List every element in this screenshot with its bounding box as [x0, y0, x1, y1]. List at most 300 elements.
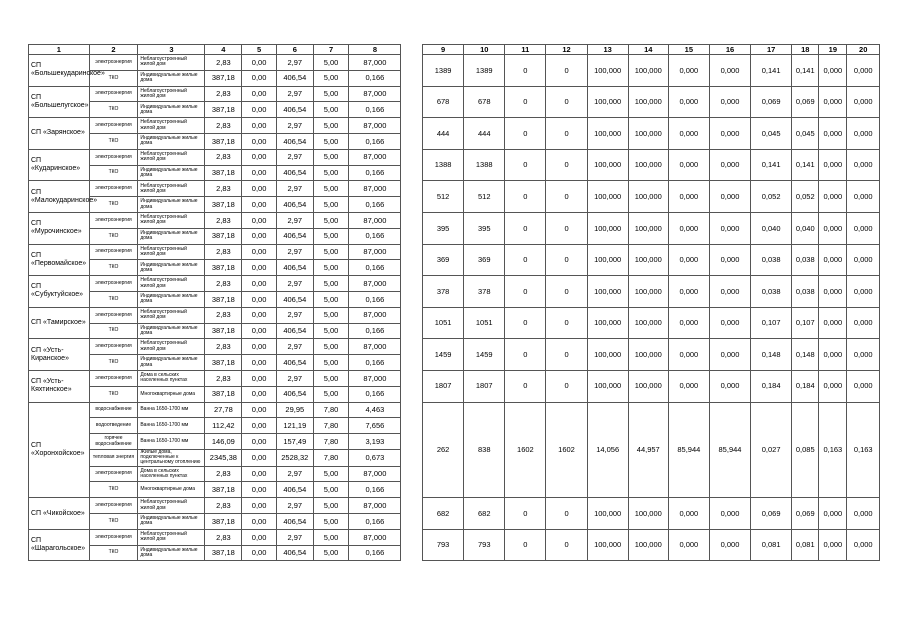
settlement-indicator: 0,141	[751, 55, 792, 87]
column-number-header: 3	[138, 45, 205, 55]
tariff-change: 0,00	[242, 339, 277, 355]
settlement-indicator: 0,000	[819, 244, 847, 276]
consumer-category: Неблагоустроенный жилой дом	[138, 86, 205, 102]
growth-index: 5,00	[313, 181, 349, 197]
settlement-indicator: 100,000	[587, 118, 628, 150]
settlement-indicator: 0,000	[709, 181, 750, 213]
consumption-norm: 0,166	[349, 197, 401, 213]
tariff-table	[28, 44, 880, 561]
new-tariff-value: 157,49	[276, 434, 313, 450]
settlement-indicator: 0,069	[792, 498, 819, 530]
settlement-indicator: 100,000	[587, 276, 628, 308]
settlement-indicator: 0,000	[668, 529, 709, 561]
settlement-indicator: 0,000	[819, 339, 847, 371]
tariff-change: 0,00	[242, 514, 277, 530]
spacer-cell	[401, 307, 423, 339]
tariff-value: 2,83	[205, 307, 242, 323]
consumption-norm: 87,000	[349, 307, 401, 323]
settlement-indicator: 0,141	[751, 149, 792, 181]
resource-type: водоотведение	[89, 418, 138, 434]
growth-index: 5,00	[313, 118, 349, 134]
settlement-indicator: 0	[505, 307, 546, 339]
consumption-norm: 87,000	[349, 212, 401, 228]
resource-type: электроэнергия	[89, 307, 138, 323]
settlement-indicator: 0,000	[819, 212, 847, 244]
consumer-category: Неблагоустроенный жилой дом	[138, 529, 205, 545]
growth-index: 7,80	[313, 418, 349, 434]
new-tariff-value: 406,54	[276, 355, 313, 371]
new-tariff-value: 2,97	[276, 370, 313, 386]
consumer-category: Неблагоустроенный жилой дом	[138, 181, 205, 197]
settlement-indicator: 0,000	[709, 86, 750, 118]
consumption-norm: 87,000	[349, 498, 401, 514]
resource-type: электроэнергия	[89, 55, 138, 71]
tariff-value: 146,09	[205, 434, 242, 450]
consumer-category: Индивидуальные жилые дома	[138, 545, 205, 561]
table-row	[29, 370, 880, 386]
resource-type: электроэнергия	[89, 498, 138, 514]
settlement-indicator: 0,038	[751, 276, 792, 308]
resource-type: электроэнергия	[89, 212, 138, 228]
table-row	[29, 529, 880, 545]
consumer-category: Индивидуальные жилые дома	[138, 197, 205, 213]
resource-type: ТКО	[89, 133, 138, 149]
settlement-indicator: 838	[464, 402, 505, 498]
settlement-indicator: 1807	[423, 370, 464, 402]
tariff-value: 2,83	[205, 339, 242, 355]
column-number-header: 8	[349, 45, 401, 55]
settlement-indicator: 0,000	[819, 370, 847, 402]
consumption-norm: 87,000	[349, 149, 401, 165]
consumer-category: Неблагоустроенный жилой дом	[138, 307, 205, 323]
growth-index: 5,00	[313, 498, 349, 514]
settlement-name: СП «Большелугское»	[29, 86, 90, 118]
tariff-change: 0,00	[242, 133, 277, 149]
settlement-indicator: 0	[546, 55, 587, 87]
settlement-indicator: 0,027	[751, 402, 792, 498]
spacer-cell	[401, 149, 423, 181]
consumer-category: Неблагоустроенный жилой дом	[138, 244, 205, 260]
settlement-indicator: 0,000	[819, 149, 847, 181]
settlement-indicator: 0,040	[751, 212, 792, 244]
growth-index: 5,00	[313, 466, 349, 482]
settlement-indicator: 0,085	[792, 402, 819, 498]
spacer-cell	[401, 370, 423, 402]
settlement-indicator: 100,000	[587, 181, 628, 213]
tariff-change: 0,00	[242, 197, 277, 213]
settlement-indicator: 0,000	[709, 339, 750, 371]
spacer-cell	[401, 118, 423, 150]
tariff-value: 2,83	[205, 370, 242, 386]
settlement-indicator: 0,040	[792, 212, 819, 244]
consumer-category: Неблагоустроенный жилой дом	[138, 55, 205, 71]
resource-type: электроэнергия	[89, 466, 138, 482]
growth-index: 5,00	[313, 212, 349, 228]
settlement-indicator: 0,000	[847, 276, 880, 308]
tariff-change: 0,00	[242, 466, 277, 482]
settlement-indicator: 100,000	[628, 370, 668, 402]
table-row	[29, 55, 880, 71]
consumption-norm: 0,166	[349, 70, 401, 86]
consumer-category: Дома в сельских населенных пунктах	[138, 370, 205, 386]
new-tariff-value: 406,54	[276, 228, 313, 244]
growth-index: 5,00	[313, 514, 349, 530]
settlement-indicator: 0,038	[792, 244, 819, 276]
column-number-header: 20	[847, 45, 880, 55]
consumption-norm: 87,000	[349, 529, 401, 545]
table-body	[29, 55, 880, 561]
table-row	[29, 181, 880, 197]
settlement-indicator: 0,000	[709, 118, 750, 150]
tariff-value: 2,83	[205, 466, 242, 482]
settlement-indicator: 100,000	[587, 339, 628, 371]
settlement-indicator: 14,056	[587, 402, 628, 498]
settlement-indicator: 100,000	[628, 149, 668, 181]
settlement-indicator: 0,000	[847, 307, 880, 339]
consumption-norm: 0,166	[349, 228, 401, 244]
resource-type: ТКО	[89, 291, 138, 307]
tariff-change: 0,00	[242, 86, 277, 102]
settlement-indicator: 0	[505, 244, 546, 276]
spacer-cell	[401, 212, 423, 244]
consumer-category: Индивидуальные жилые дома	[138, 228, 205, 244]
settlement-indicator: 0,000	[668, 370, 709, 402]
growth-index: 5,00	[313, 149, 349, 165]
settlement-indicator: 0	[546, 244, 587, 276]
tariff-value: 387,18	[205, 482, 242, 498]
consumption-norm: 0,166	[349, 482, 401, 498]
settlement-indicator: 100,000	[587, 307, 628, 339]
tariff-change: 0,00	[242, 181, 277, 197]
settlement-name: СП «Малокударинское»	[29, 181, 90, 213]
settlement-indicator: 0,163	[819, 402, 847, 498]
settlement-indicator: 395	[423, 212, 464, 244]
growth-index: 5,00	[313, 228, 349, 244]
resource-type: ТКО	[89, 197, 138, 213]
consumer-category: Ванна 1650-1700 мм	[138, 434, 205, 450]
resource-type: ТКО	[89, 514, 138, 530]
settlement-name: СП «Кударинское»	[29, 149, 90, 181]
consumer-category: Индивидуальные жилые дома	[138, 355, 205, 371]
column-number-header: 16	[709, 45, 750, 55]
settlement-indicator: 512	[423, 181, 464, 213]
settlement-indicator: 0,000	[709, 498, 750, 530]
consumer-category: Неблагоустроенный жилой дом	[138, 212, 205, 228]
new-tariff-value: 406,54	[276, 165, 313, 181]
tariff-change: 0,00	[242, 529, 277, 545]
new-tariff-value: 2,97	[276, 276, 313, 292]
settlement-indicator: 0,000	[847, 181, 880, 213]
settlement-indicator: 0	[546, 118, 587, 150]
tariff-value: 387,18	[205, 70, 242, 86]
growth-index: 5,00	[313, 244, 349, 260]
new-tariff-value: 406,54	[276, 133, 313, 149]
settlement-indicator: 0	[546, 149, 587, 181]
settlement-indicator: 1807	[464, 370, 505, 402]
consumption-norm: 87,000	[349, 181, 401, 197]
settlement-indicator: 1602	[505, 402, 546, 498]
consumer-category: Индивидуальные жилые дома	[138, 260, 205, 276]
tariff-change: 0,00	[242, 449, 277, 466]
settlement-indicator: 0,000	[709, 529, 750, 561]
settlement-indicator: 0,000	[668, 149, 709, 181]
new-tariff-value: 121,19	[276, 418, 313, 434]
tariff-value: 387,18	[205, 228, 242, 244]
settlement-indicator: 444	[423, 118, 464, 150]
table-row	[29, 276, 880, 292]
consumer-category: Индивидуальные жилые дома	[138, 514, 205, 530]
consumption-norm: 87,000	[349, 276, 401, 292]
column-number-header: 5	[242, 45, 277, 55]
new-tariff-value: 406,54	[276, 386, 313, 402]
tariff-value: 2,83	[205, 529, 242, 545]
settlement-indicator: 395	[464, 212, 505, 244]
settlement-indicator: 378	[464, 276, 505, 308]
resource-type: ТКО	[89, 165, 138, 181]
tariff-change: 0,00	[242, 482, 277, 498]
table-header	[29, 45, 880, 55]
settlement-indicator: 0	[546, 498, 587, 530]
consumption-norm: 87,000	[349, 118, 401, 134]
settlement-indicator: 0,000	[668, 244, 709, 276]
growth-index: 7,80	[313, 402, 349, 418]
consumption-norm: 87,000	[349, 339, 401, 355]
consumption-norm: 0,673	[349, 449, 401, 466]
settlement-indicator: 0,141	[792, 55, 819, 87]
settlement-indicator: 0,000	[709, 244, 750, 276]
consumer-category: Индивидуальные жилые дома	[138, 165, 205, 181]
consumption-norm: 0,166	[349, 323, 401, 339]
growth-index: 5,00	[313, 355, 349, 371]
tariff-change: 0,00	[242, 55, 277, 71]
tariff-value: 2,83	[205, 498, 242, 514]
column-number-header: 10	[464, 45, 505, 55]
settlement-name: СП «Тамирское»	[29, 307, 90, 339]
table-row	[29, 244, 880, 260]
settlement-indicator: 1389	[464, 55, 505, 87]
settlement-indicator: 0	[505, 370, 546, 402]
new-tariff-value: 2,97	[276, 149, 313, 165]
settlement-indicator: 100,000	[587, 498, 628, 530]
settlement-indicator: 0,081	[792, 529, 819, 561]
settlement-indicator: 1602	[546, 402, 587, 498]
settlement-indicator: 0,000	[709, 276, 750, 308]
settlement-indicator: 0,000	[847, 118, 880, 150]
column-number-header: 17	[751, 45, 792, 55]
consumer-category: Ванна 1650-1700 мм	[138, 418, 205, 434]
tariff-value: 387,18	[205, 386, 242, 402]
consumption-norm: 0,166	[349, 291, 401, 307]
tariff-change: 0,00	[242, 276, 277, 292]
tariff-value: 387,18	[205, 165, 242, 181]
settlement-indicator: 512	[464, 181, 505, 213]
growth-index: 5,00	[313, 55, 349, 71]
consumption-norm: 0,166	[349, 386, 401, 402]
tariff-value: 387,18	[205, 514, 242, 530]
tariff-change: 0,00	[242, 355, 277, 371]
settlement-indicator: 0,000	[709, 55, 750, 87]
settlement-indicator: 0,038	[792, 276, 819, 308]
column-number-header: 19	[819, 45, 847, 55]
table-row	[29, 118, 880, 134]
table-row	[29, 86, 880, 102]
consumer-category: Жилые дома, подключенные к центральному отоплению	[138, 449, 205, 466]
settlement-indicator: 0,045	[751, 118, 792, 150]
tariff-change: 0,00	[242, 118, 277, 134]
tariff-value: 2,83	[205, 86, 242, 102]
growth-index: 5,00	[313, 307, 349, 323]
growth-index: 5,00	[313, 86, 349, 102]
new-tariff-value: 2,97	[276, 466, 313, 482]
table-row	[29, 307, 880, 323]
settlement-indicator: 0,000	[709, 307, 750, 339]
column-number-header: 11	[505, 45, 546, 55]
settlement-indicator: 0,000	[847, 244, 880, 276]
resource-type: ТКО	[89, 228, 138, 244]
settlement-indicator: 100,000	[628, 55, 668, 87]
settlement-indicator: 100,000	[587, 529, 628, 561]
resource-type: горячее водоснабжение	[89, 434, 138, 450]
settlement-indicator: 0,000	[847, 370, 880, 402]
resource-type: электроэнергия	[89, 118, 138, 134]
resource-type: ТКО	[89, 355, 138, 371]
new-tariff-value: 2,97	[276, 498, 313, 514]
tariff-value: 2345,38	[205, 449, 242, 466]
consumption-norm: 0,166	[349, 133, 401, 149]
settlement-indicator: 0,000	[668, 498, 709, 530]
new-tariff-value: 2528,32	[276, 449, 313, 466]
settlement-indicator: 678	[464, 86, 505, 118]
spacer-cell	[401, 402, 423, 498]
tariff-change: 0,00	[242, 149, 277, 165]
growth-index: 7,80	[313, 434, 349, 450]
growth-index: 5,00	[313, 529, 349, 545]
resource-type: ТКО	[89, 70, 138, 86]
settlement-indicator: 0	[546, 529, 587, 561]
resource-type: электроэнергия	[89, 244, 138, 260]
new-tariff-value: 2,97	[276, 212, 313, 228]
settlement-indicator: 0,184	[792, 370, 819, 402]
new-tariff-value: 2,97	[276, 181, 313, 197]
settlement-indicator: 0,000	[709, 149, 750, 181]
tariff-change: 0,00	[242, 545, 277, 561]
settlement-indicator: 0,000	[819, 529, 847, 561]
settlement-indicator: 0,000	[668, 339, 709, 371]
tariff-value: 387,18	[205, 260, 242, 276]
settlement-indicator: 100,000	[628, 529, 668, 561]
growth-index: 5,00	[313, 197, 349, 213]
resource-type: электроэнергия	[89, 370, 138, 386]
tariff-value: 387,18	[205, 102, 242, 118]
settlement-indicator: 0,000	[819, 181, 847, 213]
consumption-norm: 87,000	[349, 55, 401, 71]
new-tariff-value: 406,54	[276, 102, 313, 118]
growth-index: 5,00	[313, 133, 349, 149]
settlement-indicator: 369	[423, 244, 464, 276]
settlement-indicator: 1388	[423, 149, 464, 181]
settlement-indicator: 0,000	[847, 86, 880, 118]
resource-type: электроэнергия	[89, 276, 138, 292]
settlement-name: СП «Субуктуйское»	[29, 276, 90, 308]
new-tariff-value: 2,97	[276, 529, 313, 545]
settlement-indicator: 0,000	[847, 498, 880, 530]
settlement-indicator: 1459	[423, 339, 464, 371]
settlement-indicator: 0,000	[847, 212, 880, 244]
resource-type: электроэнергия	[89, 529, 138, 545]
consumer-category: Неблагоустроенный жилой дом	[138, 498, 205, 514]
settlement-indicator: 0,000	[847, 55, 880, 87]
tariff-change: 0,00	[242, 402, 277, 418]
new-tariff-value: 406,54	[276, 197, 313, 213]
settlement-name: СП «Шарагольское»	[29, 529, 90, 561]
tariff-value: 387,18	[205, 323, 242, 339]
settlement-indicator: 0	[505, 212, 546, 244]
settlement-indicator: 100,000	[587, 244, 628, 276]
tariff-change: 0,00	[242, 228, 277, 244]
settlement-indicator: 0,069	[751, 498, 792, 530]
tariff-value: 387,18	[205, 545, 242, 561]
settlement-indicator: 793	[423, 529, 464, 561]
tariff-value: 2,83	[205, 181, 242, 197]
settlement-indicator: 0,000	[819, 86, 847, 118]
settlement-indicator: 262	[423, 402, 464, 498]
spacer-cell	[401, 498, 423, 530]
growth-index: 5,00	[313, 70, 349, 86]
settlement-indicator: 0	[546, 370, 587, 402]
table-row	[29, 498, 880, 514]
column-number-header: 4	[205, 45, 242, 55]
settlement-indicator: 0,000	[819, 55, 847, 87]
consumer-category: Индивидуальные жилые дома	[138, 291, 205, 307]
tariff-change: 0,00	[242, 418, 277, 434]
settlement-indicator: 100,000	[628, 181, 668, 213]
settlement-indicator: 0,000	[668, 181, 709, 213]
new-tariff-value: 29,95	[276, 402, 313, 418]
consumption-norm: 7,656	[349, 418, 401, 434]
settlement-indicator: 0,000	[819, 307, 847, 339]
settlement-indicator: 0,000	[668, 86, 709, 118]
settlement-indicator: 100,000	[628, 307, 668, 339]
settlement-indicator: 0,107	[751, 307, 792, 339]
settlement-indicator: 0	[505, 149, 546, 181]
consumer-category: Индивидуальные жилые дома	[138, 102, 205, 118]
settlement-indicator: 0	[505, 55, 546, 87]
resource-type: ТКО	[89, 545, 138, 561]
tariff-value: 387,18	[205, 133, 242, 149]
settlement-indicator: 0,148	[751, 339, 792, 371]
settlement-indicator: 0	[546, 86, 587, 118]
settlement-indicator: 0,000	[819, 276, 847, 308]
settlement-name: СП «Большекударинское»	[29, 55, 90, 87]
settlement-indicator: 0	[546, 181, 587, 213]
column-number-header: 2	[89, 45, 138, 55]
tariff-value: 2,83	[205, 212, 242, 228]
spacer-cell	[401, 339, 423, 371]
consumer-category: Ванна 1650-1700 мм	[138, 402, 205, 418]
tariff-change: 0,00	[242, 244, 277, 260]
column-number-header: 15	[668, 45, 709, 55]
settlement-name: СП «Усть-Киранское»	[29, 339, 90, 371]
resource-type: электроэнергия	[89, 339, 138, 355]
growth-index: 5,00	[313, 165, 349, 181]
settlement-indicator: 100,000	[587, 55, 628, 87]
spacer-cell	[401, 529, 423, 561]
settlement-name: СП «Мурочинское»	[29, 212, 90, 244]
new-tariff-value: 2,97	[276, 86, 313, 102]
consumption-norm: 87,000	[349, 466, 401, 482]
resource-type: ТКО	[89, 482, 138, 498]
new-tariff-value: 406,54	[276, 514, 313, 530]
